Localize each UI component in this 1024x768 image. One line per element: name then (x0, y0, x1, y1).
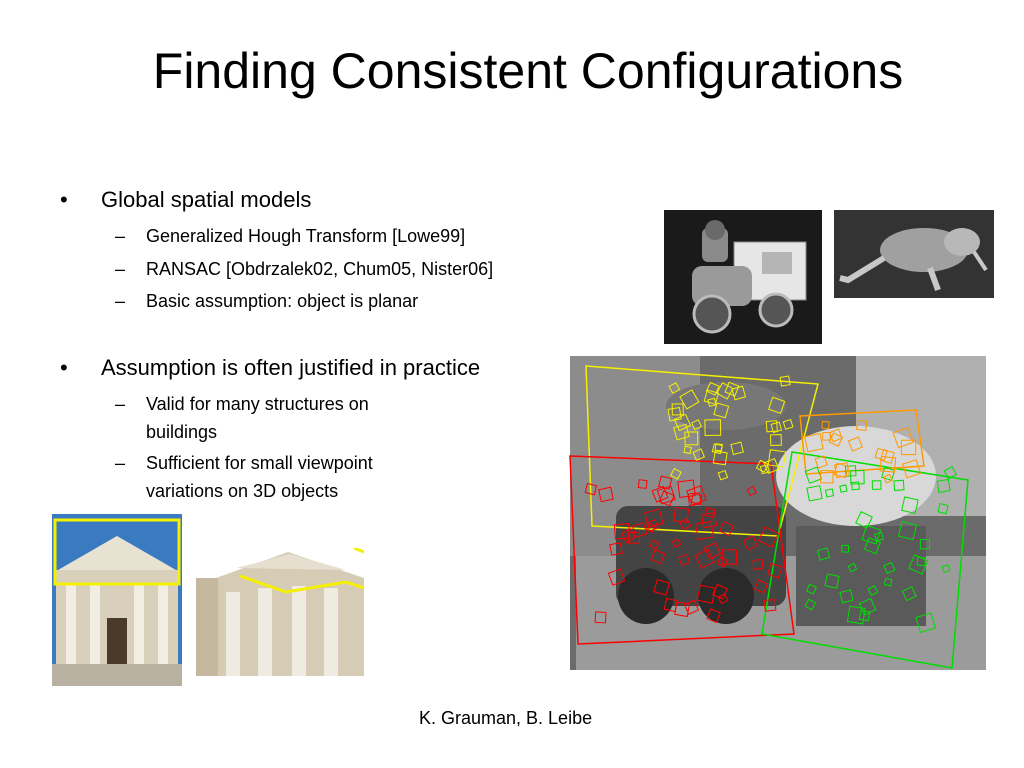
bullet-text: Global spatial models (101, 187, 312, 212)
cluttered-scene-photo (556, 356, 986, 670)
toy-train-photo (664, 210, 822, 344)
dash-glyph: – (115, 394, 126, 414)
bullet-glyph: • (60, 355, 68, 380)
building-front-photo (52, 514, 182, 686)
subitem-text: Sufficient for small viewpoint variations on 3D objects (146, 453, 373, 501)
building-angle-photo (196, 548, 364, 676)
subitem-text: RANSAC [Obdrzalek02, Chum05, Nister06] (146, 259, 494, 279)
frog-photo (834, 210, 994, 298)
dash-glyph: – (115, 226, 126, 246)
subitem-text: Valid for many structures on buildings (146, 394, 369, 442)
bullet-glyph: • (60, 187, 68, 212)
subitem-text: Generalized Hough Transform [Lowe99] (146, 226, 466, 246)
slide-title: Finding Consistent Configurations (152, 43, 904, 99)
dash-glyph: – (115, 259, 126, 279)
bullet-text: Assumption is often justified in practice (101, 355, 481, 380)
subitem-text: Basic assumption: object is planar (146, 291, 419, 311)
dash-glyph: – (115, 453, 126, 473)
dash-glyph: – (115, 291, 126, 311)
footer-credit: K. Grauman, B. Leibe (419, 708, 593, 728)
